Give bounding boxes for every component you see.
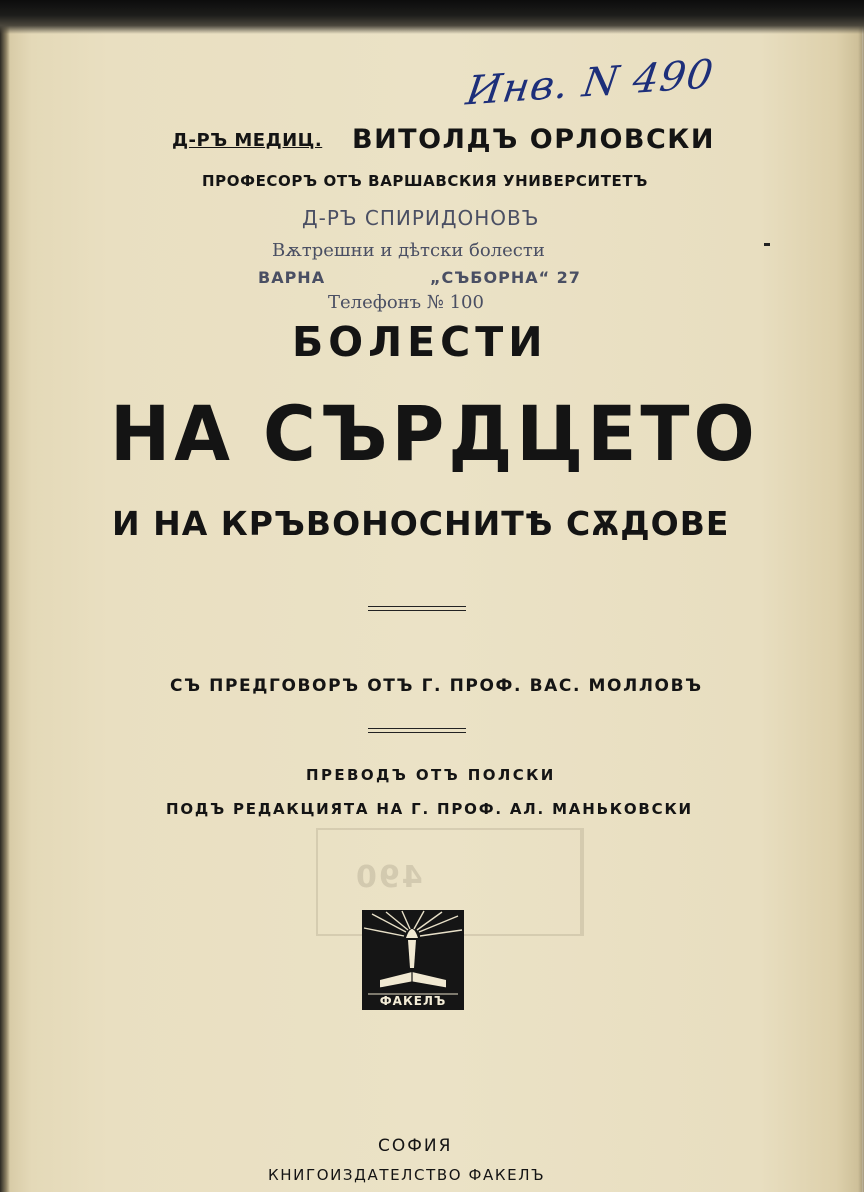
stamp-doctor-name: Д-РЪ СПИРИДОНОВЪ bbox=[302, 206, 540, 230]
handwritten-inventory-note: Инв. N 490 bbox=[463, 51, 717, 115]
divider-rule bbox=[368, 606, 466, 611]
show-through-stamp-number: 490 bbox=[354, 860, 423, 895]
translation-credit: ПРЕВОДЪ ОТЪ ПОЛСКИ bbox=[306, 766, 556, 784]
ink-speck bbox=[764, 243, 770, 246]
scan-top-shadow bbox=[0, 0, 864, 34]
author-title-prefix: Д-РЪ МЕДИЦ. bbox=[172, 130, 323, 151]
preface-credit: СЪ ПРЕДГОВОРЪ ОТЪ Г. ПРОФ. ВАС. МОЛЛОВЪ bbox=[170, 676, 703, 696]
editor-credit: ПОДЪ РЕДАКЦИЯТА НА Г. ПРОФ. АЛ. МАНЬКОВСКИ bbox=[166, 800, 693, 818]
title-line-1: БОЛЕСТИ bbox=[292, 318, 548, 366]
author-affiliation: ПРОФЕСОРЪ ОТЪ ВАРШАВСКИЯ УНИВЕРСИТЕТЪ bbox=[202, 172, 648, 190]
scan-right-edge bbox=[858, 0, 864, 1192]
stamp-phone: Телефонъ № 100 bbox=[328, 292, 484, 313]
book-title-page bbox=[6, 14, 862, 1192]
author-name: ВИТОЛДЪ ОРЛОВСКИ bbox=[352, 124, 715, 155]
title-line-2: НА СЪРДЦЕТО bbox=[110, 389, 759, 479]
scan-left-edge bbox=[0, 0, 10, 1192]
stamp-specialty: Вѫтрешни и дѣтски болести bbox=[272, 240, 545, 261]
logo-label: ФАКЕЛЪ bbox=[379, 994, 447, 1008]
stamp-city: ВАРНА bbox=[258, 268, 326, 287]
imprint-city: СОФИЯ bbox=[378, 1136, 453, 1156]
divider-rule bbox=[368, 728, 466, 733]
imprint-publisher: КНИГОИЗДАТЕЛСТВО ФАКЕЛЪ bbox=[268, 1166, 546, 1184]
torch-book-logo-icon bbox=[362, 910, 464, 1010]
title-line-3: И НА КРЪВОНОСНИТѢ СѪДОВЕ bbox=[112, 504, 730, 543]
stamp-street: „СЪБОРНА“ 27 bbox=[430, 268, 581, 287]
